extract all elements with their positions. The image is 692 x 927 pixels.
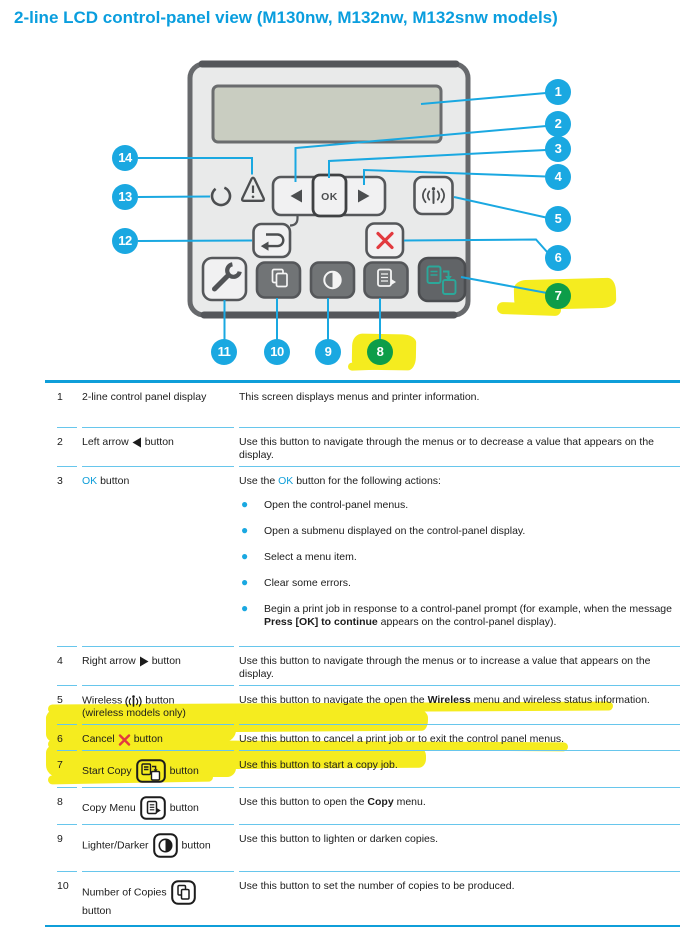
cancel-x-icon	[118, 734, 131, 746]
item-description: Use this button to cancel a print job or to exit the control panel menus.	[239, 724, 680, 750]
left-arrow-icon	[132, 437, 142, 448]
row-number: 8	[57, 787, 77, 824]
item-name: Number of Copiesbutton	[82, 871, 234, 925]
start-copy-icon	[136, 759, 166, 783]
ok-button-label: OK	[321, 191, 338, 203]
item-name: Right arrow button	[82, 646, 234, 685]
table-row	[45, 685, 680, 724]
callout-10: 10	[264, 339, 290, 365]
callout-11: 11	[211, 339, 237, 365]
list-item: ● Begin a print job in response to a control-panel prompt (for example, when the message Press [OK] to continue appears on the control-panel display).	[241, 601, 672, 628]
row-number: 10	[57, 871, 77, 925]
row-number: 7	[57, 750, 77, 787]
number-of-copies-icon	[171, 880, 196, 905]
callout-12: 12	[112, 228, 138, 254]
page-title: 2-line LCD control-panel view (M130nw, M132nw, M132snw models)	[14, 8, 558, 27]
start-copy-button	[419, 258, 465, 301]
item-description: Use the OK button for the following actions: ● Open the control-panel menus. ● Open a submenu displayed on the control-panel display. ● Select a menu item. ● Clear some errors. ● Begin a print job in response to a control-panel prompt (for example, when the message Press [OK] to continue appears on the control-panel display).	[239, 466, 680, 646]
ok-actions-list	[239, 499, 680, 629]
back-button	[254, 224, 291, 257]
row-number: 4	[57, 646, 77, 685]
table-row	[45, 383, 680, 427]
row-number: 5	[57, 685, 77, 724]
item-name: Lighter/Darker button	[82, 824, 234, 871]
callout-2: 2	[545, 111, 571, 137]
row-number: 9	[57, 824, 77, 871]
callout-7: 7	[545, 283, 571, 309]
copy-menu-icon	[140, 796, 166, 820]
list-item: ● Open a submenu displayed on the control-panel display.	[241, 523, 526, 537]
callout-9: 9	[315, 339, 341, 365]
cancel-button	[367, 224, 404, 258]
callout-1: 1	[545, 79, 571, 105]
table-row	[45, 466, 680, 646]
panel-artwork	[0, 0, 692, 378]
table-row	[45, 427, 680, 466]
table-row	[45, 871, 680, 925]
callout-3: 3	[545, 136, 571, 162]
copy-menu-button	[365, 263, 408, 298]
wireless-button	[415, 177, 453, 214]
table-row	[45, 824, 680, 871]
row-number: 2	[57, 427, 77, 466]
callout-13: 13	[112, 184, 138, 210]
item-name: OK button	[82, 466, 234, 646]
item-name: 2-line control panel display	[82, 391, 207, 403]
right-arrow-icon	[139, 656, 149, 667]
callout-8: 8	[367, 339, 393, 365]
list-item: ● Clear some errors.	[241, 575, 351, 589]
list-item: ● Select a menu item.	[241, 549, 357, 563]
description-table	[45, 380, 680, 927]
lighter-darker-button	[311, 263, 354, 298]
item-description: Use this button to start a copy job.	[239, 750, 680, 787]
callout-4: 4	[545, 164, 571, 190]
item-name: Copy Menu button	[82, 787, 234, 824]
lighter-darker-icon	[153, 833, 178, 858]
list-item: ● Open the control-panel menus.	[241, 497, 409, 511]
lcd-display	[213, 86, 441, 142]
item-description: Use this button to lighten or darken copies.	[239, 824, 680, 871]
item-description: This screen displays menus and printer information.	[239, 391, 480, 403]
item-description: Use this button to navigate through the menus or to increase a value that appears on the display.	[239, 646, 680, 685]
wireless-icon	[125, 694, 142, 707]
control-panel-diagram	[0, 0, 692, 378]
item-description: Use this button to navigate the open the Wireless menu and wireless status information.	[239, 685, 680, 724]
number-of-copies-button	[257, 263, 300, 298]
item-name: Left arrow button	[82, 427, 234, 466]
item-description: Use this button to set the number of copies to be produced.	[239, 871, 680, 925]
callout-6: 6	[545, 245, 571, 271]
table-row-highlighted	[45, 750, 680, 787]
row-number: 1	[57, 391, 63, 403]
callout-14: 14	[112, 145, 138, 171]
callout-5: 5	[545, 206, 571, 232]
item-description: Use this button to open the Copy menu.	[239, 787, 680, 824]
table-row	[45, 724, 680, 750]
item-name: Cancel button	[82, 724, 234, 750]
item-description: Use this button to navigate through the menus or to decrease a value that appears on the display.	[239, 427, 680, 466]
row-number: 6	[57, 724, 77, 750]
item-name: Wireless button (wireless models only)	[82, 685, 234, 724]
setup-button	[203, 258, 246, 300]
item-name: Start Copy button	[82, 750, 234, 787]
table-row	[45, 646, 680, 685]
row-number: 3	[57, 466, 77, 646]
table-row-highlighted	[45, 787, 680, 824]
